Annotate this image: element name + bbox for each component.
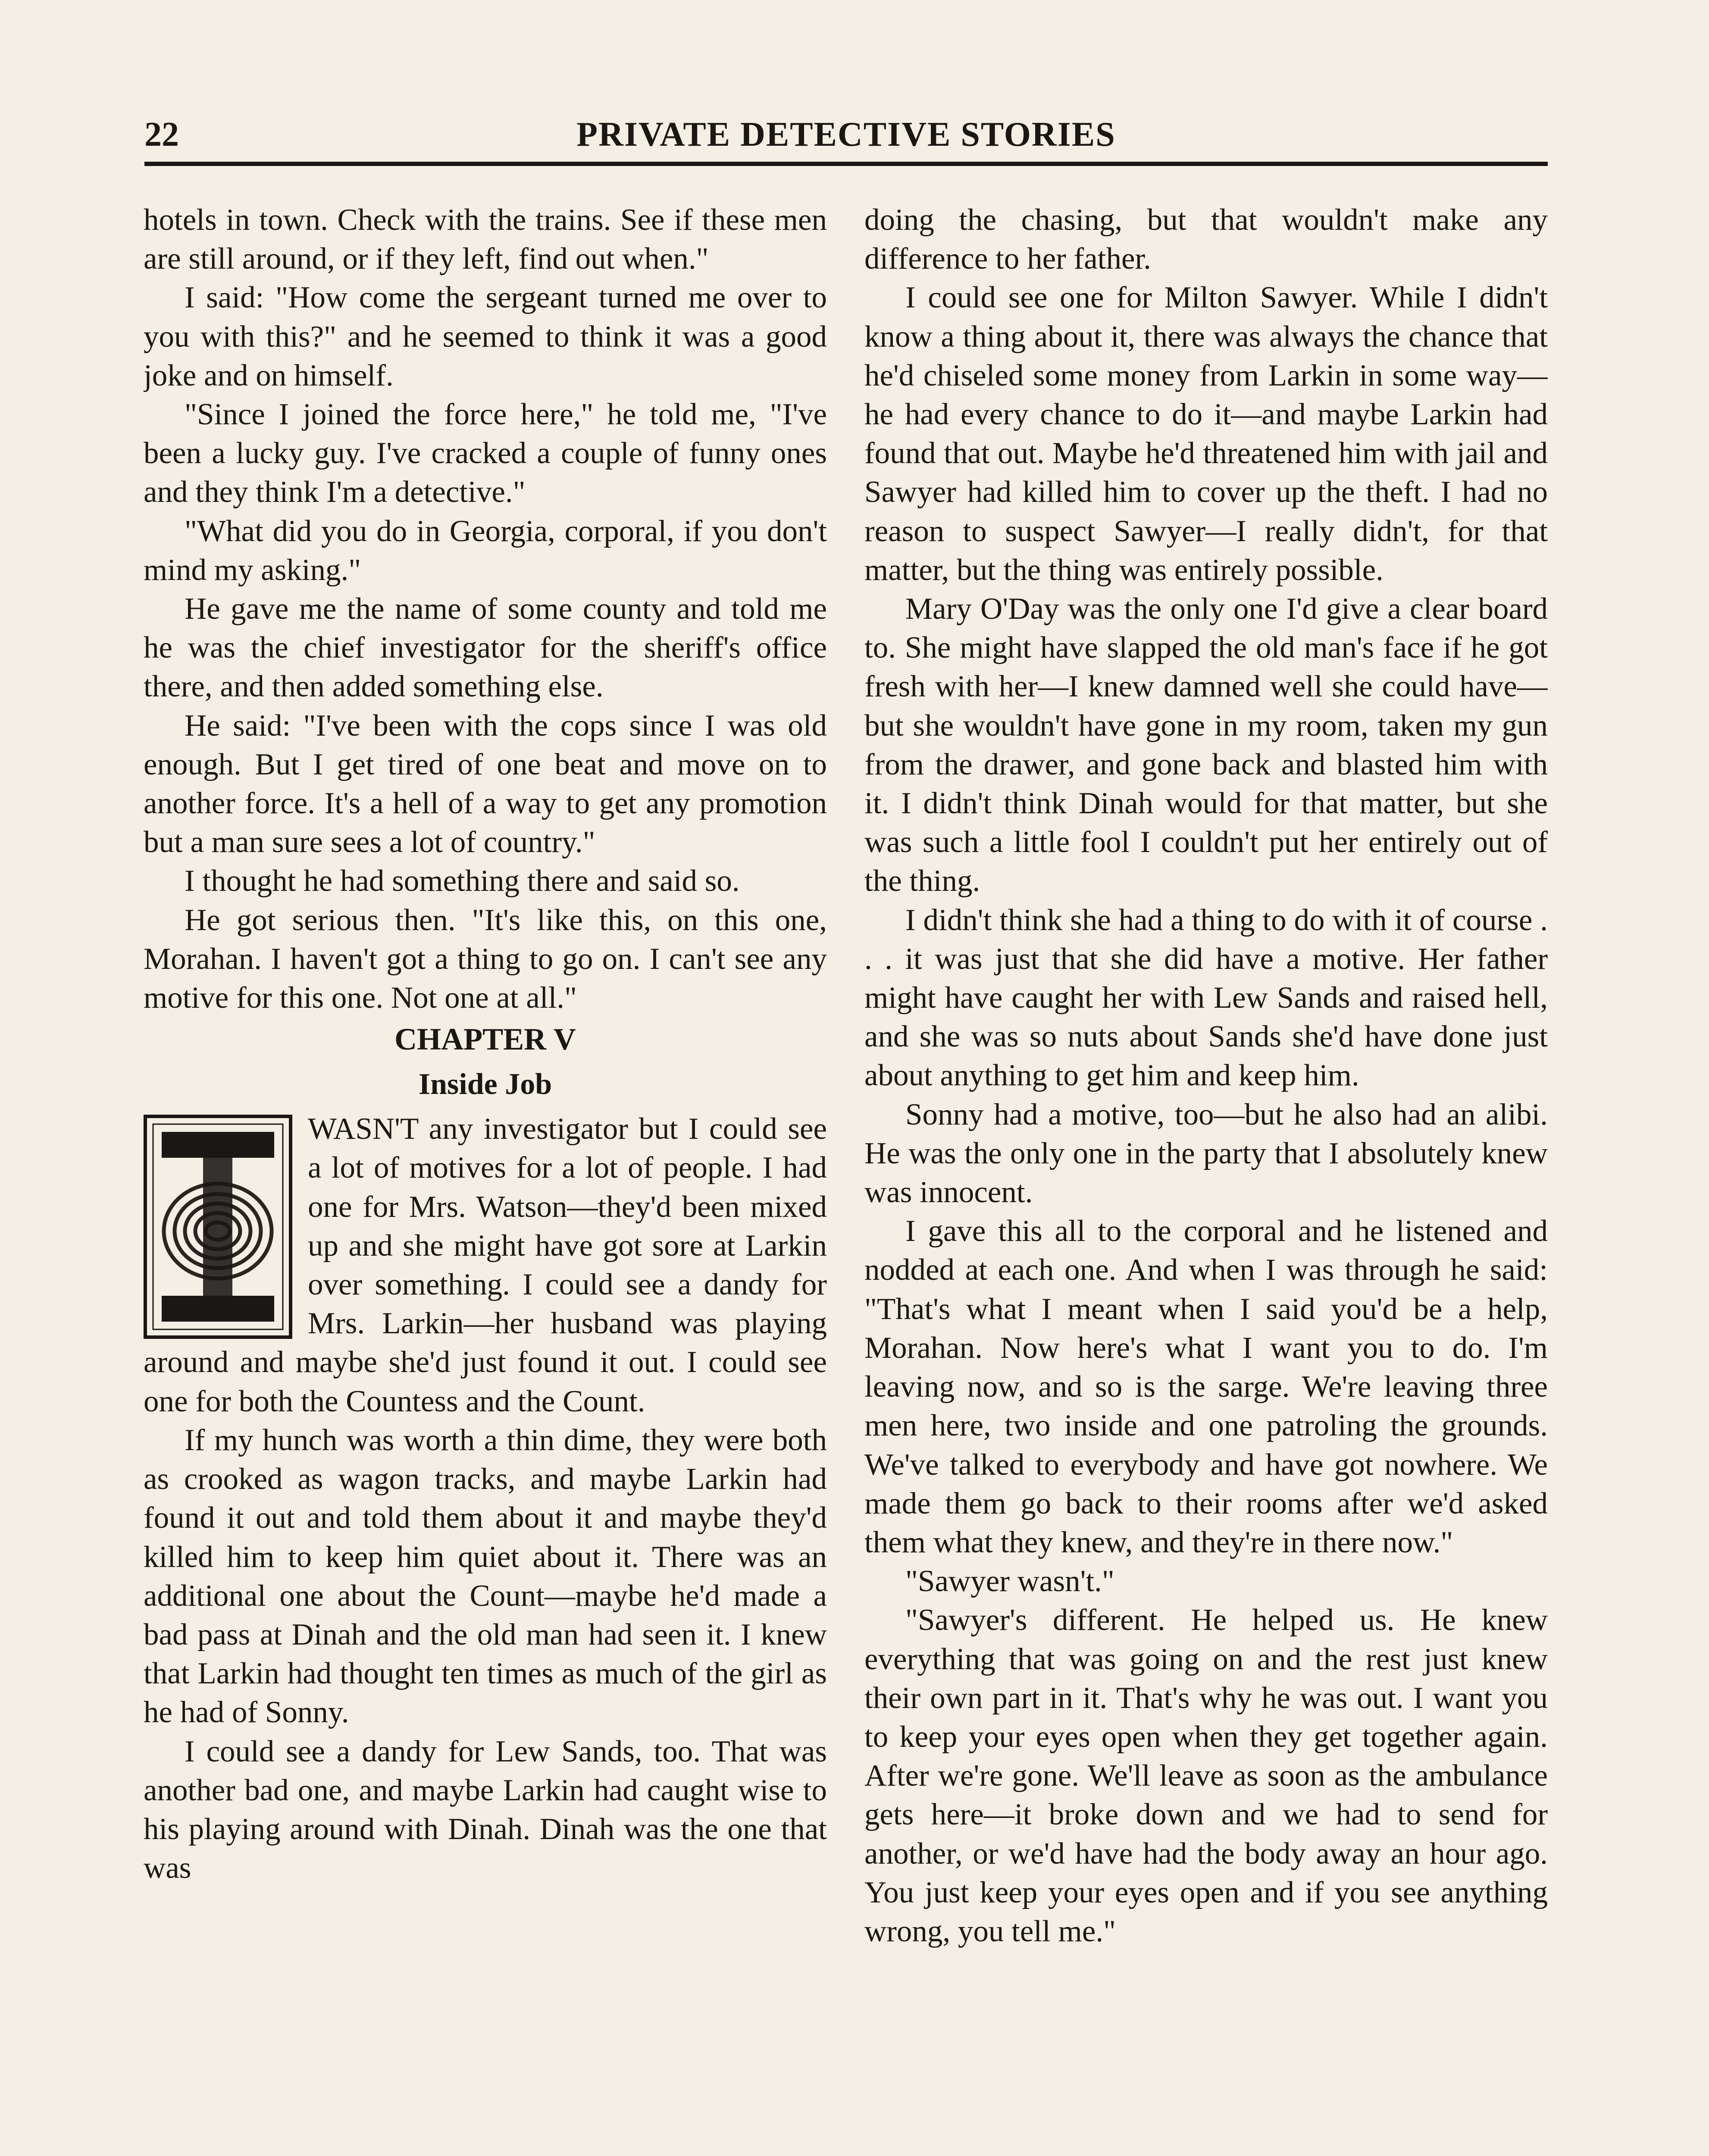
chapter-title: Inside Job bbox=[418, 1068, 552, 1101]
chapter-heading: CHAPTER V bbox=[394, 1022, 576, 1057]
paragraph: I could see one for Milton Sawyer. While I didn't know a thing about it, there was always the chance that he'd chiseled some money from Larkin in some way—he had every chance to do it—and maybe Larkin had found that out. Maybe he'd threatened him with jail and Sawyer had killed him to cover up the theft. I had no reason to suspect Sawyer—I really didn't, for that matter, but the thing was entirely possible. bbox=[864, 281, 1548, 587]
right-column bbox=[864, 201, 1548, 2156]
paragraph: I said: "How come the sergeant turned me over to you with this?" and he seemed to think it was a good joke and on himself. bbox=[144, 281, 827, 392]
page-number: 22 bbox=[144, 116, 179, 154]
header-rule bbox=[144, 162, 1548, 166]
paragraph: I thought he had something there and said so. bbox=[185, 864, 740, 898]
left-column bbox=[144, 201, 827, 2156]
drop-cap-initial bbox=[144, 1115, 292, 1339]
paragraph: "Sawyer wasn't." bbox=[905, 1564, 1114, 1598]
drop-cap-ornament-icon bbox=[144, 1115, 292, 1339]
paragraph: "Sawyer's different. He helped us. He knew everything that was going on and the rest just knew their own part in it. That's why he was out. I want you to keep your eyes open when they get together again. After we're gone. We'll leave as soon as the ambulance gets here—it broke down and we had to send for another, or we'd have had the body away an hour ago. You just keep your eyes open and if you see anything wrong, you tell me." bbox=[864, 1603, 1548, 1948]
paragraph: "Since I joined the force here," he told me, "I've been a lucky guy. I've cracked a couple of funny ones and they think I'm a detective." bbox=[144, 398, 827, 509]
paragraph: I could see a dandy for Lew Sands, too. That was another bad one, and maybe Larkin had caught wise to his playing around with Dinah. Dinah was the one that was bbox=[144, 1734, 827, 1885]
paragraph: I didn't think she had a thing to do with it of course . . . it was just that she did have a motive. Her father might have caught her with Lew Sands and raised hell, and she was so nuts about Sands she'd have done just about anything to get him and keep him. bbox=[864, 903, 1548, 1093]
page-header bbox=[144, 113, 1548, 160]
paragraph: hotels in town. Check with the trains. See if these men are still around, or if they left, find out when." bbox=[144, 203, 827, 276]
running-head: PRIVATE DETECTIVE STORIES bbox=[576, 116, 1116, 154]
paragraph: He said: "I've been with the cops since I was old enough. But I get tired of one beat and move on to another force. It's a hell of a way to get any promotion but a man sure sees a lot of country." bbox=[144, 708, 827, 859]
paragraph: "What did you do in Georgia, corporal, if you don't mind my asking." bbox=[144, 514, 827, 587]
paragraph: I gave this all to the corporal and he listened and nodded at each one. And when I was through he said: "That's what I meant when I said you'd be a help, Morahan. Now here's what I want you to do. I'm leaving now, and so is the sarge. We're leaving three men here, two inside and one patroling the grounds. We've talked to everybody and have got nowhere. We made them go back to their rooms after we'd asked them what they knew, and they're in there now." bbox=[864, 1214, 1548, 1559]
paragraph: Sonny had a motive, too—but he also had an alibi. He was the only one in the party that I absolutely knew was innocent. bbox=[864, 1097, 1548, 1210]
paragraph: Mary O'Day was the only one I'd give a clear board to. She might have slapped the old man's face if he got fresh with her—I knew damned well she could have—but she wouldn't have gone in my room, taken my gun from the drawer, and gone back and blasted him with it. I didn't think Dinah would for that matter, but she was such a little fool I couldn't put her entirely out of the thing. bbox=[864, 592, 1548, 898]
paragraph: He gave me the name of some county and told me he was the chief investigator for the sheriff's office there, and then added something else. bbox=[144, 592, 827, 704]
drop-cap-letter: I bbox=[217, 1266, 219, 1272]
paragraph: If my hunch was worth a thin dime, they were both as crooked as wagon tracks, and maybe Larkin had found it out and told them about it and maybe they'd killed him to keep him quiet about it. There was an additional one about the Count—maybe he'd made a bad pass at Dinah and the old man had seen it. I knew that Larkin had thought ten times as much of the girl as he had of Sonny. bbox=[144, 1423, 827, 1730]
paragraph: He got serious then. "It's like this, on this one, Morahan. I haven't got a thing to go on. I can't see any motive for this one. Not one at all." bbox=[144, 903, 827, 1015]
drop-cap-paragraph: WASN'T any investigator but I could see a lot of motives for a lot of people. I had one for Mrs. Watson—they'd been mixed up and she might have got sore at Larkin over something. I could see a dandy for Mrs. Larkin—her husband was playing around and maybe she'd just found it out. I could see one for both the Countess and the Count. bbox=[144, 1112, 827, 1418]
paragraph: doing the chasing, but that wouldn't make any difference to her father. bbox=[864, 203, 1548, 276]
